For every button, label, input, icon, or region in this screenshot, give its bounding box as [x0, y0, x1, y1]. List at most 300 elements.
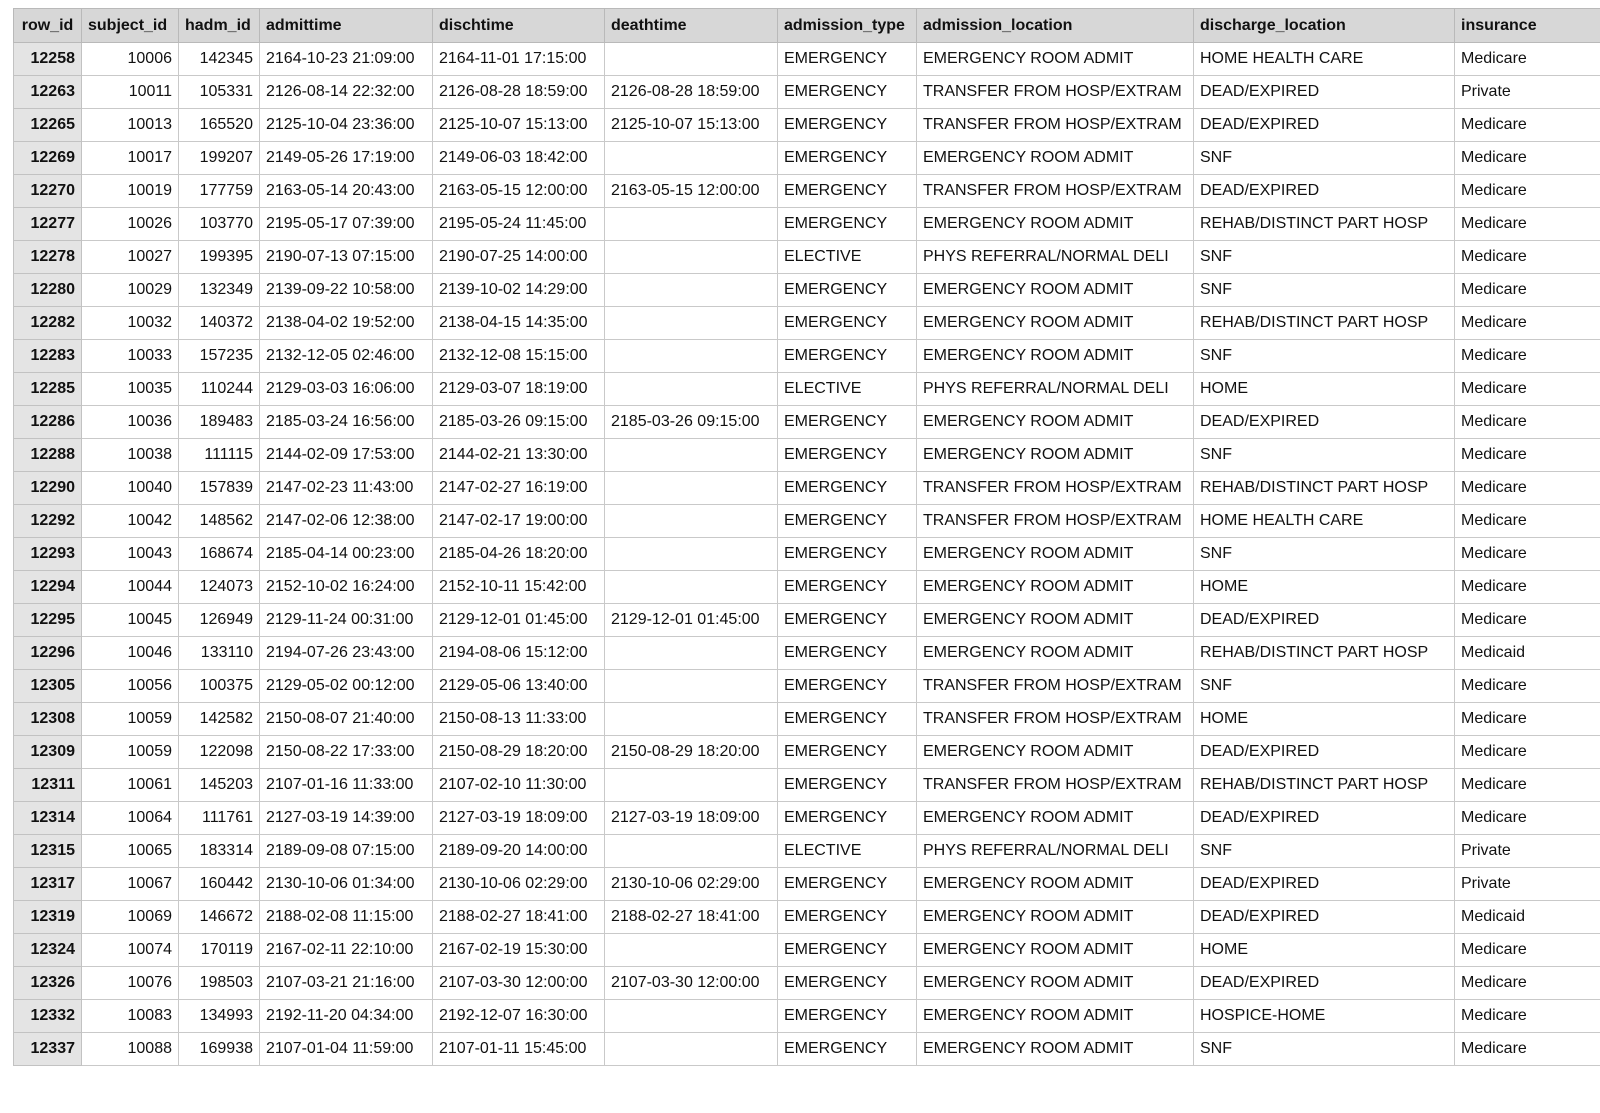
cell-insurance[interactable]: Medicare [1455, 934, 1600, 967]
cell-insurance[interactable]: Medicare [1455, 274, 1600, 307]
cell-admittime[interactable]: 2194-07-26 23:43:00 [260, 637, 433, 670]
cell-dischtime[interactable]: 2138-04-15 14:35:00 [433, 307, 605, 340]
cell-insurance[interactable]: Medicaid [1455, 637, 1600, 670]
cell-admission-type[interactable]: EMERGENCY [778, 967, 917, 1000]
table-row[interactable] [14, 901, 1600, 934]
cell-admission-type[interactable]: EMERGENCY [778, 274, 917, 307]
cell-subject-id[interactable]: 10043 [82, 538, 179, 571]
cell-admission-location[interactable]: EMERGENCY ROOM ADMIT [917, 43, 1194, 76]
cell-discharge-location[interactable]: DEAD/EXPIRED [1194, 109, 1455, 142]
cell-subject-id[interactable]: 10056 [82, 670, 179, 703]
cell-subject-id[interactable]: 10045 [82, 604, 179, 637]
cell-admission-location[interactable]: TRANSFER FROM HOSP/EXTRAM [917, 472, 1194, 505]
cell-dischtime[interactable]: 2149-06-03 18:42:00 [433, 142, 605, 175]
cell-dischtime[interactable]: 2107-01-11 15:45:00 [433, 1033, 605, 1066]
cell-hadm-id[interactable]: 146672 [179, 901, 260, 934]
cell-discharge-location[interactable]: DEAD/EXPIRED [1194, 868, 1455, 901]
cell-subject-id[interactable]: 10006 [82, 43, 179, 76]
cell-dischtime[interactable]: 2194-08-06 15:12:00 [433, 637, 605, 670]
cell-admission-type[interactable]: EMERGENCY [778, 340, 917, 373]
cell-admittime[interactable]: 2125-10-04 23:36:00 [260, 109, 433, 142]
cell-admittime[interactable]: 2126-08-14 22:32:00 [260, 76, 433, 109]
cell-subject-id[interactable]: 10069 [82, 901, 179, 934]
cell-admission-type[interactable]: EMERGENCY [778, 703, 917, 736]
cell-subject-id[interactable]: 10065 [82, 835, 179, 868]
cell-subject-id[interactable]: 10040 [82, 472, 179, 505]
cell-admission-location[interactable]: EMERGENCY ROOM ADMIT [917, 868, 1194, 901]
cell-hadm-id[interactable]: 183314 [179, 835, 260, 868]
cell-dischtime[interactable]: 2185-04-26 18:20:00 [433, 538, 605, 571]
cell-admission-location[interactable]: EMERGENCY ROOM ADMIT [917, 439, 1194, 472]
cell-subject-id[interactable]: 10076 [82, 967, 179, 1000]
table-row[interactable] [14, 1033, 1600, 1066]
cell-insurance[interactable]: Medicare [1455, 703, 1600, 736]
cell-deathtime[interactable] [605, 769, 778, 802]
table-row[interactable] [14, 208, 1600, 241]
cell-insurance[interactable]: Private [1455, 76, 1600, 109]
cell-deathtime[interactable] [605, 472, 778, 505]
cell-subject-id[interactable]: 10074 [82, 934, 179, 967]
cell-admittime[interactable]: 2167-02-11 22:10:00 [260, 934, 433, 967]
cell-admission-type[interactable]: ELECTIVE [778, 241, 917, 274]
cell-admission-location[interactable]: PHYS REFERRAL/NORMAL DELI [917, 241, 1194, 274]
cell-admittime[interactable]: 2147-02-06 12:38:00 [260, 505, 433, 538]
cell-deathtime[interactable]: 2127-03-19 18:09:00 [605, 802, 778, 835]
table-row[interactable] [14, 472, 1600, 505]
cell-discharge-location[interactable]: HOME [1194, 934, 1455, 967]
cell-row-id[interactable]: 12296 [14, 637, 82, 670]
cell-admission-location[interactable]: EMERGENCY ROOM ADMIT [917, 142, 1194, 175]
column-header-insurance[interactable]: insurance [1455, 9, 1600, 43]
cell-dischtime[interactable]: 2107-03-30 12:00:00 [433, 967, 605, 1000]
cell-subject-id[interactable]: 10088 [82, 1033, 179, 1066]
column-header-hadm-id[interactable]: hadm_id [179, 9, 260, 43]
cell-subject-id[interactable]: 10026 [82, 208, 179, 241]
cell-insurance[interactable]: Medicare [1455, 670, 1600, 703]
table-row[interactable] [14, 934, 1600, 967]
cell-deathtime[interactable] [605, 439, 778, 472]
cell-deathtime[interactable] [605, 340, 778, 373]
cell-hadm-id[interactable]: 199395 [179, 241, 260, 274]
table-row[interactable] [14, 637, 1600, 670]
cell-hadm-id[interactable]: 110244 [179, 373, 260, 406]
cell-insurance[interactable]: Medicare [1455, 43, 1600, 76]
cell-hadm-id[interactable]: 124073 [179, 571, 260, 604]
cell-admittime[interactable]: 2190-07-13 07:15:00 [260, 241, 433, 274]
cell-dischtime[interactable]: 2192-12-07 16:30:00 [433, 1000, 605, 1033]
table-row[interactable] [14, 571, 1600, 604]
cell-insurance[interactable]: Medicare [1455, 472, 1600, 505]
table-row[interactable] [14, 505, 1600, 538]
cell-admission-location[interactable]: TRANSFER FROM HOSP/EXTRAM [917, 670, 1194, 703]
cell-hadm-id[interactable]: 145203 [179, 769, 260, 802]
table-row[interactable] [14, 76, 1600, 109]
cell-admission-type[interactable]: EMERGENCY [778, 406, 917, 439]
cell-row-id[interactable]: 12265 [14, 109, 82, 142]
cell-row-id[interactable]: 12293 [14, 538, 82, 571]
cell-admission-type[interactable]: EMERGENCY [778, 736, 917, 769]
cell-dischtime[interactable]: 2185-03-26 09:15:00 [433, 406, 605, 439]
cell-admission-type[interactable]: EMERGENCY [778, 505, 917, 538]
cell-admission-location[interactable]: EMERGENCY ROOM ADMIT [917, 604, 1194, 637]
table-row[interactable] [14, 241, 1600, 274]
cell-deathtime[interactable]: 2129-12-01 01:45:00 [605, 604, 778, 637]
cell-deathtime[interactable] [605, 505, 778, 538]
cell-admittime[interactable]: 2129-05-02 00:12:00 [260, 670, 433, 703]
cell-admission-location[interactable]: PHYS REFERRAL/NORMAL DELI [917, 835, 1194, 868]
cell-admittime[interactable]: 2163-05-14 20:43:00 [260, 175, 433, 208]
cell-hadm-id[interactable]: 140372 [179, 307, 260, 340]
cell-admission-location[interactable]: EMERGENCY ROOM ADMIT [917, 208, 1194, 241]
cell-discharge-location[interactable]: SNF [1194, 670, 1455, 703]
cell-hadm-id[interactable]: 111761 [179, 802, 260, 835]
cell-hadm-id[interactable]: 170119 [179, 934, 260, 967]
cell-insurance[interactable]: Medicare [1455, 802, 1600, 835]
cell-admission-location[interactable]: EMERGENCY ROOM ADMIT [917, 967, 1194, 1000]
table-row[interactable] [14, 835, 1600, 868]
cell-admittime[interactable]: 2192-11-20 04:34:00 [260, 1000, 433, 1033]
cell-insurance[interactable]: Medicare [1455, 439, 1600, 472]
cell-insurance[interactable]: Medicare [1455, 505, 1600, 538]
cell-admission-location[interactable]: EMERGENCY ROOM ADMIT [917, 307, 1194, 340]
cell-subject-id[interactable]: 10033 [82, 340, 179, 373]
cell-deathtime[interactable]: 2188-02-27 18:41:00 [605, 901, 778, 934]
table-row[interactable] [14, 340, 1600, 373]
cell-admittime[interactable]: 2107-01-16 11:33:00 [260, 769, 433, 802]
cell-row-id[interactable]: 12280 [14, 274, 82, 307]
cell-insurance[interactable]: Medicare [1455, 1033, 1600, 1066]
cell-hadm-id[interactable]: 199207 [179, 142, 260, 175]
cell-row-id[interactable]: 12309 [14, 736, 82, 769]
cell-subject-id[interactable]: 10013 [82, 109, 179, 142]
cell-hadm-id[interactable]: 122098 [179, 736, 260, 769]
cell-dischtime[interactable]: 2189-09-20 14:00:00 [433, 835, 605, 868]
cell-insurance[interactable]: Medicare [1455, 1000, 1600, 1033]
cell-admission-location[interactable]: TRANSFER FROM HOSP/EXTRAM [917, 505, 1194, 538]
cell-subject-id[interactable]: 10017 [82, 142, 179, 175]
cell-admission-location[interactable]: EMERGENCY ROOM ADMIT [917, 340, 1194, 373]
cell-insurance[interactable]: Medicare [1455, 604, 1600, 637]
cell-subject-id[interactable]: 10064 [82, 802, 179, 835]
cell-admittime[interactable]: 2189-09-08 07:15:00 [260, 835, 433, 868]
cell-row-id[interactable]: 12317 [14, 868, 82, 901]
cell-deathtime[interactable] [605, 571, 778, 604]
cell-discharge-location[interactable]: HOME HEALTH CARE [1194, 43, 1455, 76]
cell-admission-location[interactable]: TRANSFER FROM HOSP/EXTRAM [917, 769, 1194, 802]
cell-deathtime[interactable] [605, 670, 778, 703]
cell-admission-type[interactable]: EMERGENCY [778, 604, 917, 637]
cell-row-id[interactable]: 12308 [14, 703, 82, 736]
cell-admission-location[interactable]: EMERGENCY ROOM ADMIT [917, 934, 1194, 967]
table-row[interactable] [14, 43, 1600, 76]
cell-discharge-location[interactable]: SNF [1194, 538, 1455, 571]
cell-dischtime[interactable]: 2129-12-01 01:45:00 [433, 604, 605, 637]
cell-discharge-location[interactable]: HOME [1194, 571, 1455, 604]
cell-insurance[interactable]: Medicare [1455, 340, 1600, 373]
cell-deathtime[interactable]: 2150-08-29 18:20:00 [605, 736, 778, 769]
cell-admission-location[interactable]: TRANSFER FROM HOSP/EXTRAM [917, 175, 1194, 208]
table-row[interactable] [14, 1000, 1600, 1033]
cell-discharge-location[interactable]: HOME HEALTH CARE [1194, 505, 1455, 538]
cell-subject-id[interactable]: 10061 [82, 769, 179, 802]
cell-admission-location[interactable]: EMERGENCY ROOM ADMIT [917, 802, 1194, 835]
cell-row-id[interactable]: 12263 [14, 76, 82, 109]
cell-row-id[interactable]: 12315 [14, 835, 82, 868]
table-row[interactable] [14, 736, 1600, 769]
column-header-discharge-location[interactable]: discharge_location [1194, 9, 1455, 43]
column-header-admission-location[interactable]: admission_location [917, 9, 1194, 43]
cell-discharge-location[interactable]: HOSPICE-HOME [1194, 1000, 1455, 1033]
cell-admittime[interactable]: 2150-08-22 17:33:00 [260, 736, 433, 769]
cell-admission-type[interactable]: EMERGENCY [778, 670, 917, 703]
cell-discharge-location[interactable]: REHAB/DISTINCT PART HOSP [1194, 208, 1455, 241]
cell-hadm-id[interactable]: 103770 [179, 208, 260, 241]
cell-admission-type[interactable]: EMERGENCY [778, 901, 917, 934]
cell-hadm-id[interactable]: 132349 [179, 274, 260, 307]
table-row[interactable] [14, 769, 1600, 802]
cell-admission-type[interactable]: EMERGENCY [778, 637, 917, 670]
cell-admission-type[interactable]: EMERGENCY [778, 571, 917, 604]
cell-discharge-location[interactable]: DEAD/EXPIRED [1194, 901, 1455, 934]
cell-insurance[interactable]: Private [1455, 835, 1600, 868]
cell-dischtime[interactable]: 2167-02-19 15:30:00 [433, 934, 605, 967]
column-header-dischtime[interactable]: dischtime [433, 9, 605, 43]
cell-discharge-location[interactable]: DEAD/EXPIRED [1194, 406, 1455, 439]
cell-admittime[interactable]: 2139-09-22 10:58:00 [260, 274, 433, 307]
cell-row-id[interactable]: 12324 [14, 934, 82, 967]
cell-deathtime[interactable] [605, 934, 778, 967]
table-row[interactable] [14, 373, 1600, 406]
cell-admission-location[interactable]: EMERGENCY ROOM ADMIT [917, 406, 1194, 439]
cell-deathtime[interactable]: 2126-08-28 18:59:00 [605, 76, 778, 109]
cell-subject-id[interactable]: 10042 [82, 505, 179, 538]
cell-admission-location[interactable]: EMERGENCY ROOM ADMIT [917, 274, 1194, 307]
cell-admission-type[interactable]: EMERGENCY [778, 868, 917, 901]
cell-insurance[interactable]: Medicare [1455, 307, 1600, 340]
cell-row-id[interactable]: 12277 [14, 208, 82, 241]
cell-dischtime[interactable]: 2152-10-11 15:42:00 [433, 571, 605, 604]
table-row[interactable] [14, 802, 1600, 835]
table-row[interactable] [14, 175, 1600, 208]
cell-discharge-location[interactable]: REHAB/DISTINCT PART HOSP [1194, 637, 1455, 670]
cell-admittime[interactable]: 2129-11-24 00:31:00 [260, 604, 433, 637]
cell-hadm-id[interactable]: 157235 [179, 340, 260, 373]
cell-insurance[interactable]: Medicare [1455, 736, 1600, 769]
cell-admission-type[interactable]: EMERGENCY [778, 802, 917, 835]
cell-insurance[interactable]: Medicare [1455, 769, 1600, 802]
cell-admittime[interactable]: 2129-03-03 16:06:00 [260, 373, 433, 406]
cell-insurance[interactable]: Medicare [1455, 571, 1600, 604]
cell-discharge-location[interactable]: SNF [1194, 439, 1455, 472]
column-header-admission-type[interactable]: admission_type [778, 9, 917, 43]
cell-admission-location[interactable]: EMERGENCY ROOM ADMIT [917, 901, 1194, 934]
cell-row-id[interactable]: 12282 [14, 307, 82, 340]
cell-deathtime[interactable] [605, 43, 778, 76]
cell-hadm-id[interactable]: 111115 [179, 439, 260, 472]
cell-admission-type[interactable]: EMERGENCY [778, 1033, 917, 1066]
cell-dischtime[interactable]: 2125-10-07 15:13:00 [433, 109, 605, 142]
cell-hadm-id[interactable]: 198503 [179, 967, 260, 1000]
cell-hadm-id[interactable]: 169938 [179, 1033, 260, 1066]
cell-admission-location[interactable]: PHYS REFERRAL/NORMAL DELI [917, 373, 1194, 406]
cell-deathtime[interactable]: 2130-10-06 02:29:00 [605, 868, 778, 901]
table-row[interactable] [14, 868, 1600, 901]
cell-discharge-location[interactable]: DEAD/EXPIRED [1194, 802, 1455, 835]
cell-row-id[interactable]: 12269 [14, 142, 82, 175]
cell-deathtime[interactable]: 2185-03-26 09:15:00 [605, 406, 778, 439]
cell-hadm-id[interactable]: 142582 [179, 703, 260, 736]
cell-admittime[interactable]: 2185-04-14 00:23:00 [260, 538, 433, 571]
cell-row-id[interactable]: 12290 [14, 472, 82, 505]
cell-dischtime[interactable]: 2150-08-29 18:20:00 [433, 736, 605, 769]
cell-dischtime[interactable]: 2126-08-28 18:59:00 [433, 76, 605, 109]
cell-row-id[interactable]: 12311 [14, 769, 82, 802]
cell-admission-type[interactable]: EMERGENCY [778, 142, 917, 175]
cell-hadm-id[interactable]: 133110 [179, 637, 260, 670]
cell-hadm-id[interactable]: 126949 [179, 604, 260, 637]
cell-dischtime[interactable]: 2190-07-25 14:00:00 [433, 241, 605, 274]
table-row[interactable] [14, 274, 1600, 307]
cell-subject-id[interactable]: 10067 [82, 868, 179, 901]
cell-hadm-id[interactable]: 100375 [179, 670, 260, 703]
table-row[interactable] [14, 406, 1600, 439]
cell-row-id[interactable]: 12294 [14, 571, 82, 604]
cell-discharge-location[interactable]: DEAD/EXPIRED [1194, 175, 1455, 208]
cell-insurance[interactable]: Medicare [1455, 175, 1600, 208]
cell-hadm-id[interactable]: 168674 [179, 538, 260, 571]
cell-subject-id[interactable]: 10059 [82, 736, 179, 769]
cell-discharge-location[interactable]: DEAD/EXPIRED [1194, 967, 1455, 1000]
cell-dischtime[interactable]: 2163-05-15 12:00:00 [433, 175, 605, 208]
cell-deathtime[interactable] [605, 1033, 778, 1066]
cell-deathtime[interactable]: 2163-05-15 12:00:00 [605, 175, 778, 208]
cell-deathtime[interactable] [605, 307, 778, 340]
cell-discharge-location[interactable]: DEAD/EXPIRED [1194, 76, 1455, 109]
cell-admittime[interactable]: 2152-10-02 16:24:00 [260, 571, 433, 604]
cell-subject-id[interactable]: 10032 [82, 307, 179, 340]
cell-insurance[interactable]: Medicare [1455, 373, 1600, 406]
table-row[interactable] [14, 142, 1600, 175]
cell-row-id[interactable]: 12286 [14, 406, 82, 439]
cell-row-id[interactable]: 12278 [14, 241, 82, 274]
cell-subject-id[interactable]: 10027 [82, 241, 179, 274]
cell-subject-id[interactable]: 10038 [82, 439, 179, 472]
cell-hadm-id[interactable]: 105331 [179, 76, 260, 109]
cell-insurance[interactable]: Medicare [1455, 109, 1600, 142]
cell-admittime[interactable]: 2150-08-07 21:40:00 [260, 703, 433, 736]
table-row[interactable] [14, 703, 1600, 736]
cell-row-id[interactable]: 12288 [14, 439, 82, 472]
column-header-subject-id[interactable]: subject_id [82, 9, 179, 43]
cell-row-id[interactable]: 12292 [14, 505, 82, 538]
cell-admission-location[interactable]: EMERGENCY ROOM ADMIT [917, 736, 1194, 769]
cell-dischtime[interactable]: 2164-11-01 17:15:00 [433, 43, 605, 76]
cell-admission-type[interactable]: EMERGENCY [778, 439, 917, 472]
cell-hadm-id[interactable]: 148562 [179, 505, 260, 538]
cell-row-id[interactable]: 12319 [14, 901, 82, 934]
cell-subject-id[interactable]: 10035 [82, 373, 179, 406]
table-row[interactable] [14, 670, 1600, 703]
cell-row-id[interactable]: 12337 [14, 1033, 82, 1066]
cell-discharge-location[interactable]: HOME [1194, 703, 1455, 736]
cell-hadm-id[interactable]: 160442 [179, 868, 260, 901]
cell-subject-id[interactable]: 10059 [82, 703, 179, 736]
cell-dischtime[interactable]: 2130-10-06 02:29:00 [433, 868, 605, 901]
cell-admittime[interactable]: 2107-01-04 11:59:00 [260, 1033, 433, 1066]
cell-admission-type[interactable]: EMERGENCY [778, 1000, 917, 1033]
cell-subject-id[interactable]: 10029 [82, 274, 179, 307]
cell-admittime[interactable]: 2138-04-02 19:52:00 [260, 307, 433, 340]
cell-dischtime[interactable]: 2147-02-17 19:00:00 [433, 505, 605, 538]
cell-row-id[interactable]: 12326 [14, 967, 82, 1000]
cell-admittime[interactable]: 2127-03-19 14:39:00 [260, 802, 433, 835]
cell-hadm-id[interactable]: 165520 [179, 109, 260, 142]
cell-discharge-location[interactable]: SNF [1194, 1033, 1455, 1066]
cell-deathtime[interactable]: 2107-03-30 12:00:00 [605, 967, 778, 1000]
cell-admittime[interactable]: 2195-05-17 07:39:00 [260, 208, 433, 241]
cell-admission-location[interactable]: EMERGENCY ROOM ADMIT [917, 571, 1194, 604]
cell-admittime[interactable]: 2188-02-08 11:15:00 [260, 901, 433, 934]
cell-deathtime[interactable] [605, 1000, 778, 1033]
cell-discharge-location[interactable]: DEAD/EXPIRED [1194, 604, 1455, 637]
cell-admission-location[interactable]: EMERGENCY ROOM ADMIT [917, 538, 1194, 571]
cell-subject-id[interactable]: 10019 [82, 175, 179, 208]
cell-admission-type[interactable]: EMERGENCY [778, 538, 917, 571]
cell-admission-location[interactable]: EMERGENCY ROOM ADMIT [917, 1033, 1194, 1066]
cell-dischtime[interactable]: 2107-02-10 11:30:00 [433, 769, 605, 802]
cell-admission-location[interactable]: TRANSFER FROM HOSP/EXTRAM [917, 109, 1194, 142]
cell-discharge-location[interactable]: SNF [1194, 241, 1455, 274]
cell-subject-id[interactable]: 10046 [82, 637, 179, 670]
cell-insurance[interactable]: Medicare [1455, 538, 1600, 571]
cell-insurance[interactable]: Medicaid [1455, 901, 1600, 934]
cell-admission-type[interactable]: EMERGENCY [778, 175, 917, 208]
cell-subject-id[interactable]: 10036 [82, 406, 179, 439]
cell-discharge-location[interactable]: HOME [1194, 373, 1455, 406]
cell-dischtime[interactable]: 2139-10-02 14:29:00 [433, 274, 605, 307]
cell-insurance[interactable]: Medicare [1455, 406, 1600, 439]
cell-deathtime[interactable] [605, 142, 778, 175]
cell-admittime[interactable]: 2144-02-09 17:53:00 [260, 439, 433, 472]
cell-admission-type[interactable]: EMERGENCY [778, 472, 917, 505]
cell-deathtime[interactable] [605, 835, 778, 868]
cell-admission-type[interactable]: EMERGENCY [778, 934, 917, 967]
table-row[interactable] [14, 109, 1600, 142]
cell-discharge-location[interactable]: REHAB/DISTINCT PART HOSP [1194, 472, 1455, 505]
cell-dischtime[interactable]: 2150-08-13 11:33:00 [433, 703, 605, 736]
cell-admission-type[interactable]: ELECTIVE [778, 373, 917, 406]
cell-dischtime[interactable]: 2129-03-07 18:19:00 [433, 373, 605, 406]
cell-deathtime[interactable]: 2125-10-07 15:13:00 [605, 109, 778, 142]
cell-hadm-id[interactable]: 142345 [179, 43, 260, 76]
cell-dischtime[interactable]: 2129-05-06 13:40:00 [433, 670, 605, 703]
cell-admission-type[interactable]: EMERGENCY [778, 208, 917, 241]
cell-row-id[interactable]: 12270 [14, 175, 82, 208]
cell-deathtime[interactable] [605, 538, 778, 571]
cell-admission-location[interactable]: TRANSFER FROM HOSP/EXTRAM [917, 703, 1194, 736]
table-row[interactable] [14, 307, 1600, 340]
cell-row-id[interactable]: 12305 [14, 670, 82, 703]
cell-deathtime[interactable] [605, 274, 778, 307]
cell-discharge-location[interactable]: SNF [1194, 340, 1455, 373]
cell-hadm-id[interactable]: 157839 [179, 472, 260, 505]
cell-deathtime[interactable] [605, 373, 778, 406]
cell-discharge-location[interactable]: DEAD/EXPIRED [1194, 736, 1455, 769]
cell-subject-id[interactable]: 10011 [82, 76, 179, 109]
cell-hadm-id[interactable]: 189483 [179, 406, 260, 439]
cell-subject-id[interactable]: 10083 [82, 1000, 179, 1033]
cell-dischtime[interactable]: 2144-02-21 13:30:00 [433, 439, 605, 472]
